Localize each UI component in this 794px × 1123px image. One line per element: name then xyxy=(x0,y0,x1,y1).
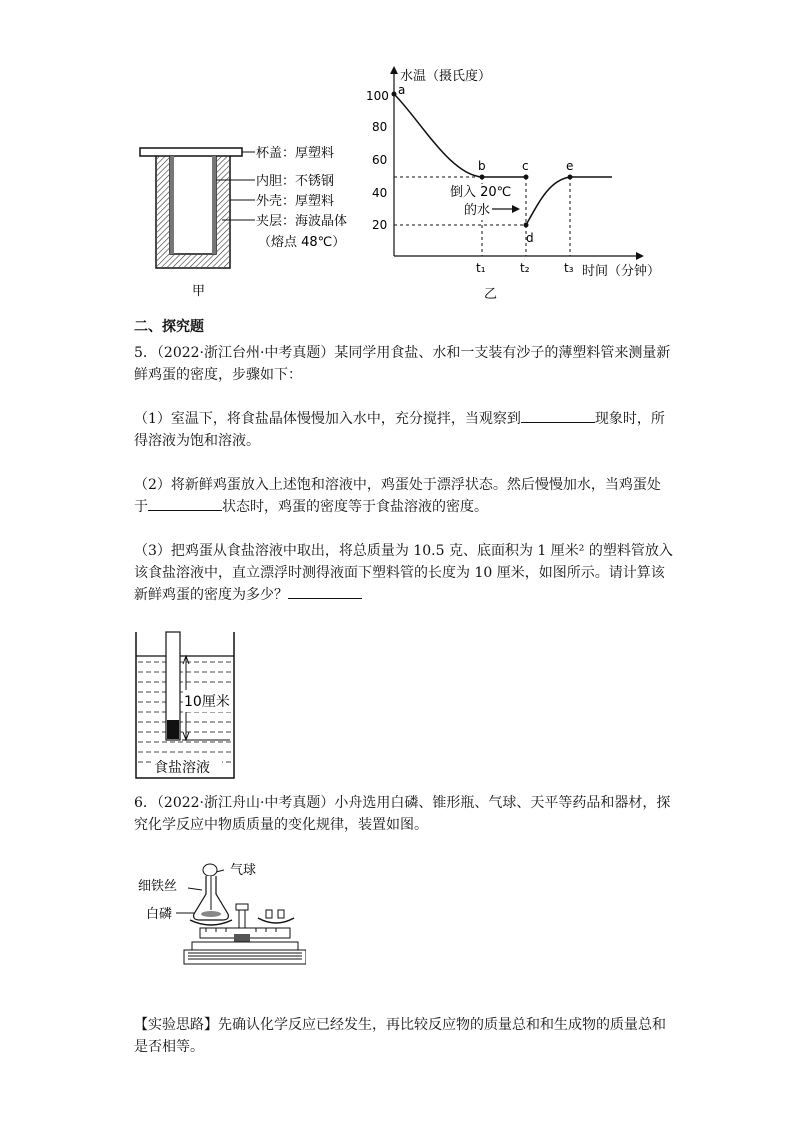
label-wire: 细铁丝 xyxy=(138,879,178,894)
point-label-d: d xyxy=(526,231,534,245)
label-balloon: 气球 xyxy=(230,863,257,878)
label-lid: 杯盖：厚塑料 xyxy=(256,146,335,161)
point-label-b: b xyxy=(478,159,486,173)
point-d xyxy=(524,223,529,228)
label-shell: 外壳：厚塑料 xyxy=(256,194,335,209)
ytick-40: 40 xyxy=(372,186,388,200)
q5-part3 xyxy=(134,540,674,606)
annotation-line2: 的水 xyxy=(464,203,491,218)
point-label-c: c xyxy=(522,159,529,173)
point-a xyxy=(392,92,397,97)
point-e xyxy=(568,175,573,180)
q5-blank-2[interactable] xyxy=(148,496,222,511)
point-label-a: a xyxy=(398,83,406,97)
q5-part1-text-a: （1）室温下，将食盐晶体慢慢加入水中，充分搅拌，当观察到 xyxy=(134,411,521,427)
ytick-100: 100 xyxy=(366,89,389,103)
ytick-60: 60 xyxy=(372,153,388,167)
label-layer: 夹层：海波晶体 xyxy=(256,214,348,229)
ytick-80: 80 xyxy=(372,120,388,134)
q5-part1-text-b: 现象时，所得溶液为饱和溶液。 xyxy=(134,411,665,449)
q5-part2-text-b: 状态时，鸡蛋的密度等于食盐溶液的密度。 xyxy=(222,499,488,515)
q5-part3-text: （3）把鸡蛋从食盐溶液中取出，将总质量为 10.5 克、底面积为 1 厘米² 的塑料管放入该食盐溶液中，直立漂浮时测得液面下塑料管的长度为 10 厘米，如图所示。请计算该新鲜鸡蛋的密度为多少？ xyxy=(134,543,673,603)
balance-figure xyxy=(136,856,306,972)
point-b xyxy=(480,175,485,180)
q5-part2-text-a: （2）将新鲜鸡蛋放入上述饱和溶液中，鸡蛋处于漂浮状态。然后慢慢加水，当鸡蛋处于 xyxy=(134,477,661,515)
xtick-t2: t₂ xyxy=(520,261,530,275)
annotation-line1: 倒入 20℃ xyxy=(450,185,512,200)
q5-part2 xyxy=(134,474,674,518)
q6-intro: 6．（2022·浙江舟山·中考真题）小舟选用白磷、锥形瓶、气球、天平等药品和器材，探究化学反应中物质质量的变化规律，装置如图。 xyxy=(134,795,671,833)
q5-blank-1[interactable] xyxy=(521,408,595,423)
xtick-t1: t₁ xyxy=(476,261,486,275)
ytick-20: 20 xyxy=(372,218,388,232)
q6-idea: 【实验思路】先确认化学反应已经发生，再比较反应物的质量总和和生成物的质量总和是否相等。 xyxy=(134,1017,666,1055)
label-liner: 内胆：不锈钢 xyxy=(256,174,335,189)
solution-label: 食盐溶液 xyxy=(154,760,210,776)
point-label-e: e xyxy=(566,159,574,173)
x-axis-label: 时间（分钟） xyxy=(582,264,661,279)
temperature-graph xyxy=(360,60,680,310)
section-title: 二、探究题 xyxy=(134,319,204,335)
label-melting-point: （熔点 48℃） xyxy=(258,235,346,250)
beaker-figure xyxy=(130,628,242,784)
caption-jia: 甲 xyxy=(192,284,206,299)
q5-intro: 5．（2022·浙江台州·中考真题）某同学用食盐、水和一支装有沙子的薄塑料管来测量新鲜鸡蛋的密度，步骤如下： xyxy=(134,345,671,383)
q5-part1 xyxy=(134,408,674,452)
length-label: 10厘米 xyxy=(184,694,230,710)
xtick-t3: t₃ xyxy=(564,261,574,275)
caption-yi: 乙 xyxy=(484,287,498,302)
label-phosphorus: 白磷 xyxy=(146,907,173,922)
y-axis-label: 水温（摄氏度） xyxy=(400,69,492,84)
q5-blank-3[interactable] xyxy=(288,584,362,599)
thermos-figure xyxy=(130,140,360,300)
point-c xyxy=(524,175,529,180)
